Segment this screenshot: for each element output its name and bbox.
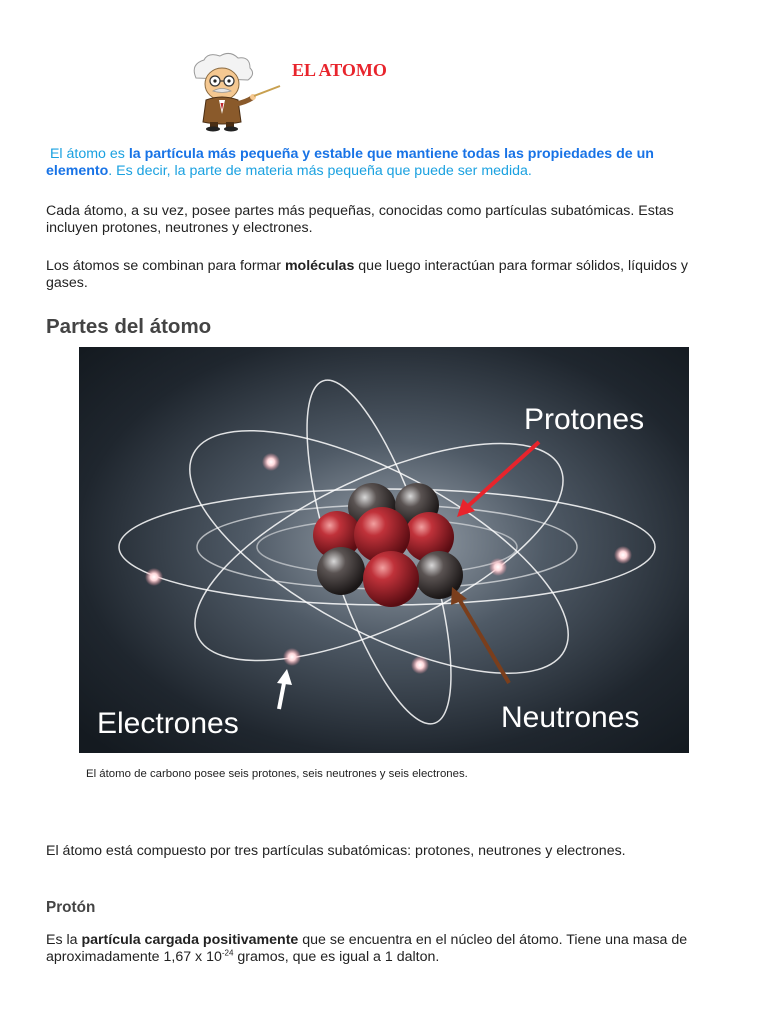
proton-heading: Protón bbox=[46, 899, 96, 916]
einstein-cartoon-icon bbox=[186, 50, 286, 132]
moleculas-bold: moléculas bbox=[284, 258, 355, 274]
atom-diagram-image bbox=[79, 347, 689, 753]
proton-bold: partícula cargada positivamente bbox=[81, 932, 299, 948]
page-title: EL ATOMO bbox=[292, 60, 387, 80]
molecules-paragraph: Los átomos se combinan para formar moléculas que luego interactúan para formar sólidos, líquidos y gases. bbox=[46, 258, 688, 291]
label-protones: Protones bbox=[524, 403, 645, 436]
subatomic-paragraph: Cada átomo, a su vez, posee partes más pequeñas, conocidas como partículas subatómicas. Estas incluyen protones, neutrones y electrones. bbox=[46, 203, 674, 236]
composition-paragraph: El átomo está compuesto por tres partículas subatómicas: protones, neutrones y electrones. bbox=[46, 843, 626, 859]
proton-paragraph: Es la partícula cargada positivamente que se encuentra en el núcleo del átomo. Tiene una masa de aproximadamente 1,67 x $10^{-24}$ gramos, que es igual a 1 dalton. bbox=[46, 932, 688, 965]
intro-paragraph: El átomo es la partícula más pequeña y estable que mantiene todas las propiedades de un elemento. Es decir, la parte de materia más pequeña que puede ser medida. bbox=[46, 146, 654, 179]
exponent: -24 bbox=[221, 948, 234, 958]
section-heading: Partes del átomo bbox=[46, 315, 212, 338]
label-electrones: Electrones bbox=[97, 707, 239, 740]
intro-highlight: la partícula más pequeña y estable que mantiene todas las propiedades de un elemento bbox=[46, 146, 654, 179]
label-neutrones: Neutrones bbox=[501, 701, 640, 734]
figure-caption: El átomo de carbono posee seis protones, seis neutrones y seis electrones. bbox=[86, 768, 468, 780]
